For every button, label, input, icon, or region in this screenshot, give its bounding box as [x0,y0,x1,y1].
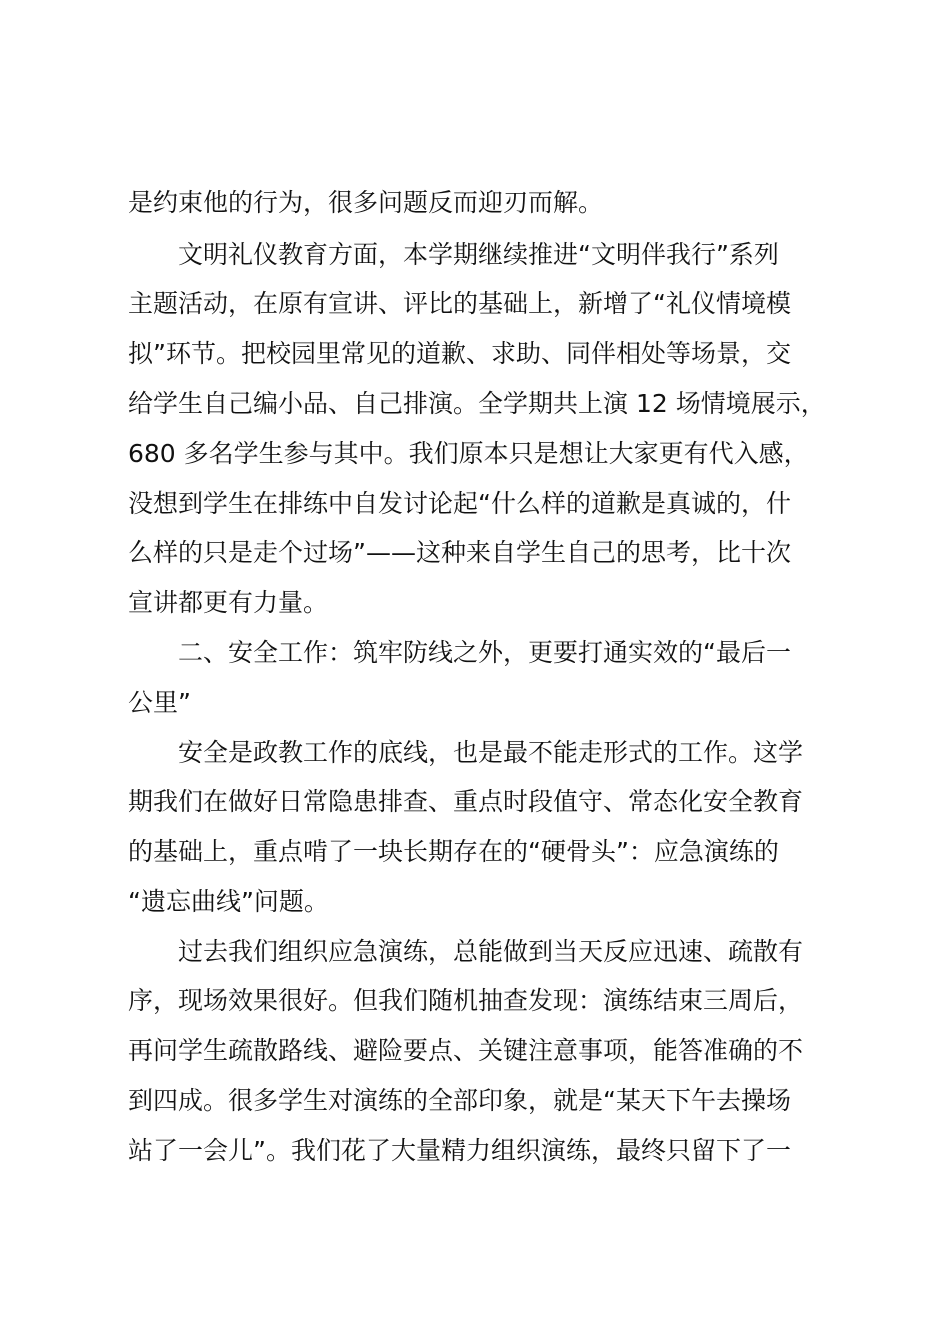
text-line: 680 多名学生参与其中。我们原本只是想让大家更有代入感， [128,439,809,468]
text-line: 序，现场效果很好。但我们随机抽查发现：演练结束三周后， [128,986,804,1015]
paragraph-start-line: 安全是政教工作的底线，也是最不能走形式的工作。这学 [178,738,804,767]
text-line: 的基础上，重点啃了一块长期存在的“硬骨头”：应急演练的 [128,837,779,866]
text-line: 么样的只是走个过场”——这种来自学生自己的思考，比十次 [128,538,791,567]
text-line: 到四成。很多学生对演练的全部印象，就是“某天下午去操场 [128,1086,791,1115]
text-line: 宣讲都更有力量。 [128,588,329,617]
text-line: 是约束他的行为，很多问题反而迎刃而解。 [128,188,604,217]
text-line: 再问学生疏散路线、避险要点、关键注意事项，能答准确的不 [128,1036,804,1065]
text-line: 期我们在做好日常隐患排查、重点时段值守、常态化安全教育 [128,787,804,816]
section-heading-continued: 公里” [128,688,191,717]
text-line: 主题活动，在原有宣讲、评比的基础上，新增了“礼仪情境模 [128,289,791,318]
text-line: “遗忘曲线”问题。 [128,887,329,916]
paragraph-start-line: 文明礼仪教育方面，本学期继续推进“文明伴我行”系列 [178,240,779,269]
text-line: 没想到学生在排练中自发讨论起“什么样的道歉是真诚的，什 [128,489,791,518]
paragraph-start-line: 过去我们组织应急演练，总能做到当天反应迅速、疏散有 [178,937,804,966]
text-line: 给学生自己编小品、自己排演。全学期共上演 12 场情境展示， [128,389,826,418]
text-line: 站了一会儿”。我们花了大量精力组织演练，最终只留下了一 [128,1136,791,1165]
section-heading: 二、安全工作：筑牢防线之外，更要打通实效的“最后一 [178,638,791,667]
text-line: 拟”环节。把校园里常见的道歉、求助、同伴相处等场景，交 [128,339,791,368]
